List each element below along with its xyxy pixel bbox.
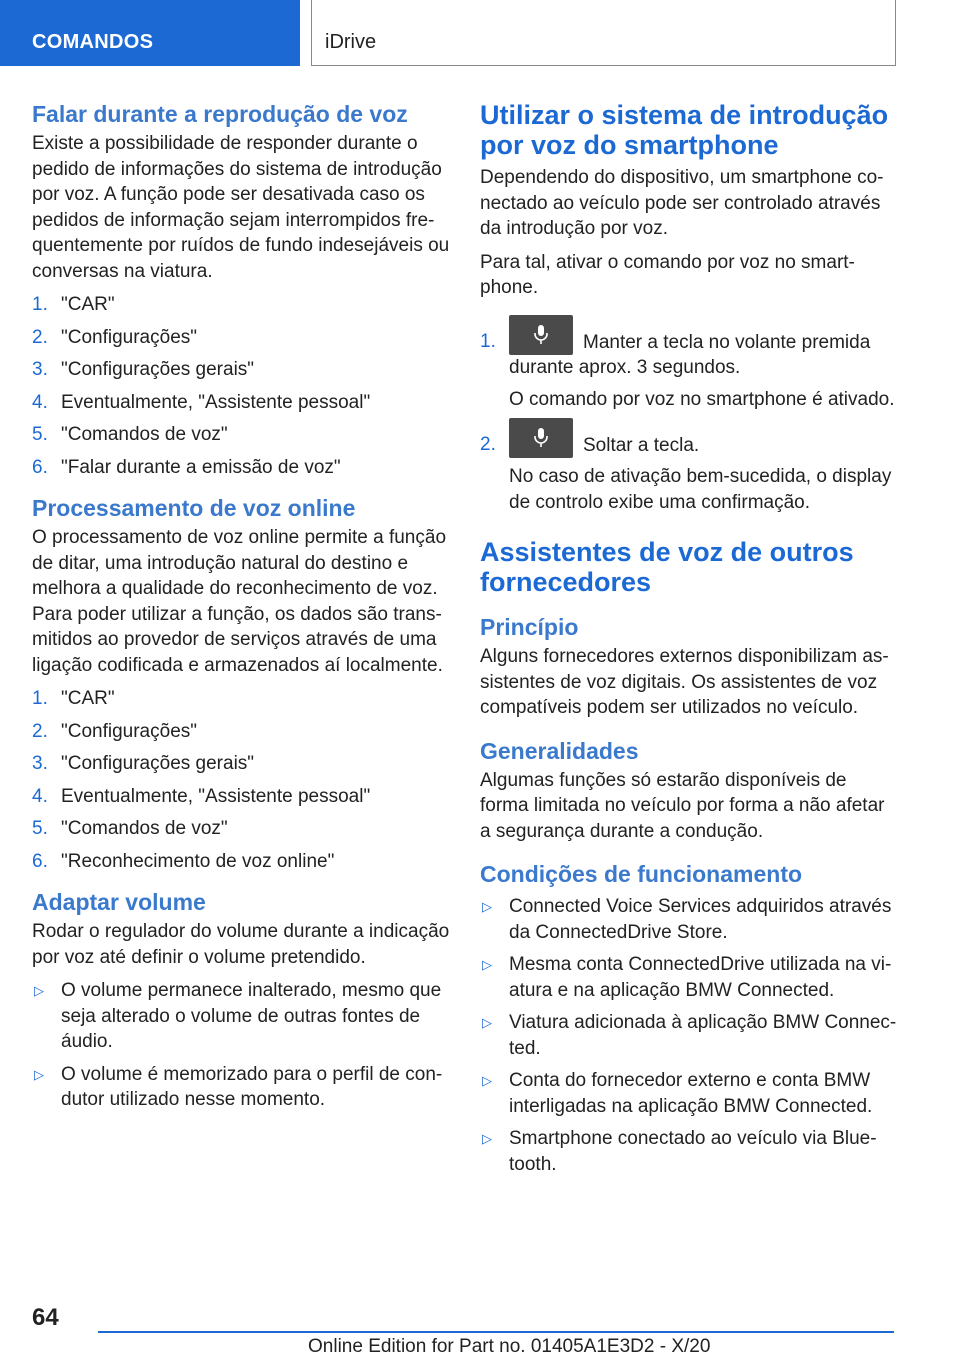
section-speak-during-voice-output [32, 100, 450, 480]
bullet-text: Mesma conta ConnectedDrive utilizada na vi-atura e na aplicação BMW Connected. [509, 954, 892, 1001]
step-number: 5. [32, 424, 48, 445]
step-text: Eventualmente, "Assistente pessoal" [61, 785, 371, 807]
left-column [32, 100, 450, 1127]
step-result-text: No caso de ativação bem-sucedida, o display de controlo exibe uma confirmação. [509, 466, 892, 513]
microphone-button [509, 315, 573, 355]
step-number: 2. [480, 434, 496, 455]
subsection-title: Condições de funcionamento [480, 861, 803, 887]
step-number: 1. [32, 688, 48, 709]
step-number: 1. [480, 330, 496, 352]
step-item [32, 816, 450, 842]
bullet-item [480, 894, 898, 945]
triangle-right-icon: ▷ [482, 957, 492, 972]
section-title: Assistentes de voz de outros fornecedores [480, 537, 854, 597]
step-text: Soltar a tecla. [583, 434, 700, 456]
triangle-right-icon: ▷ [482, 1131, 492, 1146]
bullet-item [480, 1068, 898, 1119]
step-item [32, 325, 450, 351]
step-item [32, 751, 450, 777]
triangle-right-icon: ▷ [34, 983, 44, 998]
right-column [480, 100, 898, 1191]
microphone-icon [533, 324, 549, 346]
step-result-text: O comando por voz no smartphone é ativado. [509, 388, 895, 410]
bullet-item [32, 978, 450, 1055]
step-item [32, 849, 450, 875]
section-title: Processamento de voz online [32, 495, 356, 521]
step-text: "Configurações gerais" [61, 359, 255, 380]
voice-step-item [480, 315, 898, 413]
section-title: Falar durante a reprodução de voz [32, 101, 408, 127]
step-text: "Configurações" [61, 326, 198, 348]
voice-step-item [480, 418, 898, 515]
section-paragraph: Para tal, ativar o comando por voz no smart-phone. [480, 251, 855, 298]
section-smartphone-voice-input [480, 100, 898, 515]
section-third-party-voice-assistants [480, 537, 898, 1177]
bullet-text: O volume é memorizado para o perfil de con-dutor utilizado nesse momento. [61, 1063, 443, 1110]
step-number: 3. [32, 753, 48, 774]
bullet-text: Connected Voice Services adquiridos através da ConnectedDrive Store. [509, 896, 892, 943]
step-item [32, 455, 450, 481]
step-number: 2. [32, 720, 48, 742]
bullet-text: Conta do fornecedor externo e conta BMW interligadas na aplicação BMW Connected. [509, 1070, 873, 1117]
step-number: 5. [32, 818, 48, 839]
bullet-list [32, 978, 450, 1113]
subsection-title: Princípio [480, 614, 579, 640]
page-header [0, 0, 960, 66]
bullet-item [480, 1010, 898, 1061]
step-text: "Comandos de voz" [61, 424, 228, 445]
step-number: 1. [32, 294, 48, 315]
section-title: Utilizar o sistema de introdução por voz do smartphone [480, 100, 889, 160]
steps-list [32, 686, 450, 874]
step-number: 6. [32, 456, 48, 478]
bullet-text: O volume permanece inalterado, mesmo que seja alterado o volume de outras fontes de áudio. [61, 980, 442, 1052]
bullet-list [480, 894, 898, 1177]
footer-edition-text: Online Edition for Part no. 01405A1E3D2 - X/20 [308, 1336, 711, 1357]
step-item [32, 292, 450, 318]
subsection-paragraph: Alguns fornecedores externos disponibilizam as-sistentes de voz digitais. Os assistentes de voz compatíveis podem ser utilizados no veículo. [480, 646, 889, 718]
step-number: 4. [32, 391, 48, 413]
header-topic-title: iDrive [311, 0, 896, 66]
step-text: "Configurações" [61, 720, 198, 742]
step-number: 3. [32, 359, 48, 380]
bullet-text: Viatura adicionada à aplicação BMW Connec-ted. [509, 1012, 897, 1059]
step-item [32, 357, 450, 383]
step-item [32, 784, 450, 810]
triangle-right-icon: ▷ [34, 1066, 44, 1082]
section-paragraph: Dependendo do dispositivo, um smartphone co-nectado ao veículo pode ser controlado através da introdução por voz. [480, 167, 884, 239]
section-title: Adaptar volume [32, 889, 206, 915]
section-intro: O processamento de voz online permite a função de ditar, uma introdução natural do destino e melhora a qualidade do reconhecimento de voz. Para poder utilizar a função, os dados são trans-mitidos ao provedor de serviços através de uma ligação codificada e armazenados aí localmente. [32, 527, 447, 676]
section-intro: Existe a possibilidade de responder durante o pedido de informações do sistema de introdução por voz. A função pode ser desativada caso os pedidos de informação sejam interrompidos fre-quentemente por ruídos de fundo indesejáveis ou conversas na viatura. [32, 133, 450, 282]
footer-divider [98, 1331, 894, 1333]
step-item [32, 719, 450, 745]
step-item [32, 422, 450, 448]
subsection-title: Generalidades [480, 737, 639, 764]
triangle-right-icon: ▷ [482, 899, 492, 914]
triangle-right-icon: ▷ [482, 1073, 492, 1088]
bullet-item [32, 1062, 450, 1113]
step-text: "Configurações gerais" [61, 753, 255, 774]
step-text: "Comandos de voz" [61, 818, 228, 839]
step-number: 2. [32, 326, 48, 348]
triangle-right-icon: ▷ [482, 1015, 492, 1030]
header-section-title: COMANDOS [0, 0, 300, 66]
step-text: "Falar durante a emissão de voz" [61, 456, 341, 478]
step-text: "CAR" [61, 294, 115, 315]
section-adjust-volume [32, 888, 450, 1113]
step-text: "Reconhecimento de voz online" [61, 850, 335, 872]
microphone-button [509, 418, 573, 458]
microphone-icon [533, 427, 549, 449]
step-text: Eventualmente, "Assistente pessoal" [61, 391, 371, 413]
bullet-text: Smartphone conectado ao veículo via Blue-tooth. [509, 1128, 877, 1175]
page-number: 64 [32, 1304, 59, 1331]
section-intro: Rodar o regulador do volume durante a indicação por voz até definir o volume pretendido. [32, 921, 450, 968]
step-number: 4. [32, 785, 48, 807]
step-text: "CAR" [61, 688, 115, 709]
step-text: Manter a tecla no volante premida durante aprox. 3 segundos. [509, 331, 871, 378]
step-number: 6. [32, 850, 48, 872]
steps-list [32, 292, 450, 480]
step-item [32, 390, 450, 416]
subsection-paragraph: Algumas funções só estarão disponíveis de forma limitada no veículo por forma a não afetar a segurança durante a condução. [480, 769, 885, 842]
bullet-item [480, 952, 898, 1003]
section-online-voice-processing [32, 494, 450, 874]
bullet-item [480, 1126, 898, 1177]
step-item [32, 686, 450, 712]
